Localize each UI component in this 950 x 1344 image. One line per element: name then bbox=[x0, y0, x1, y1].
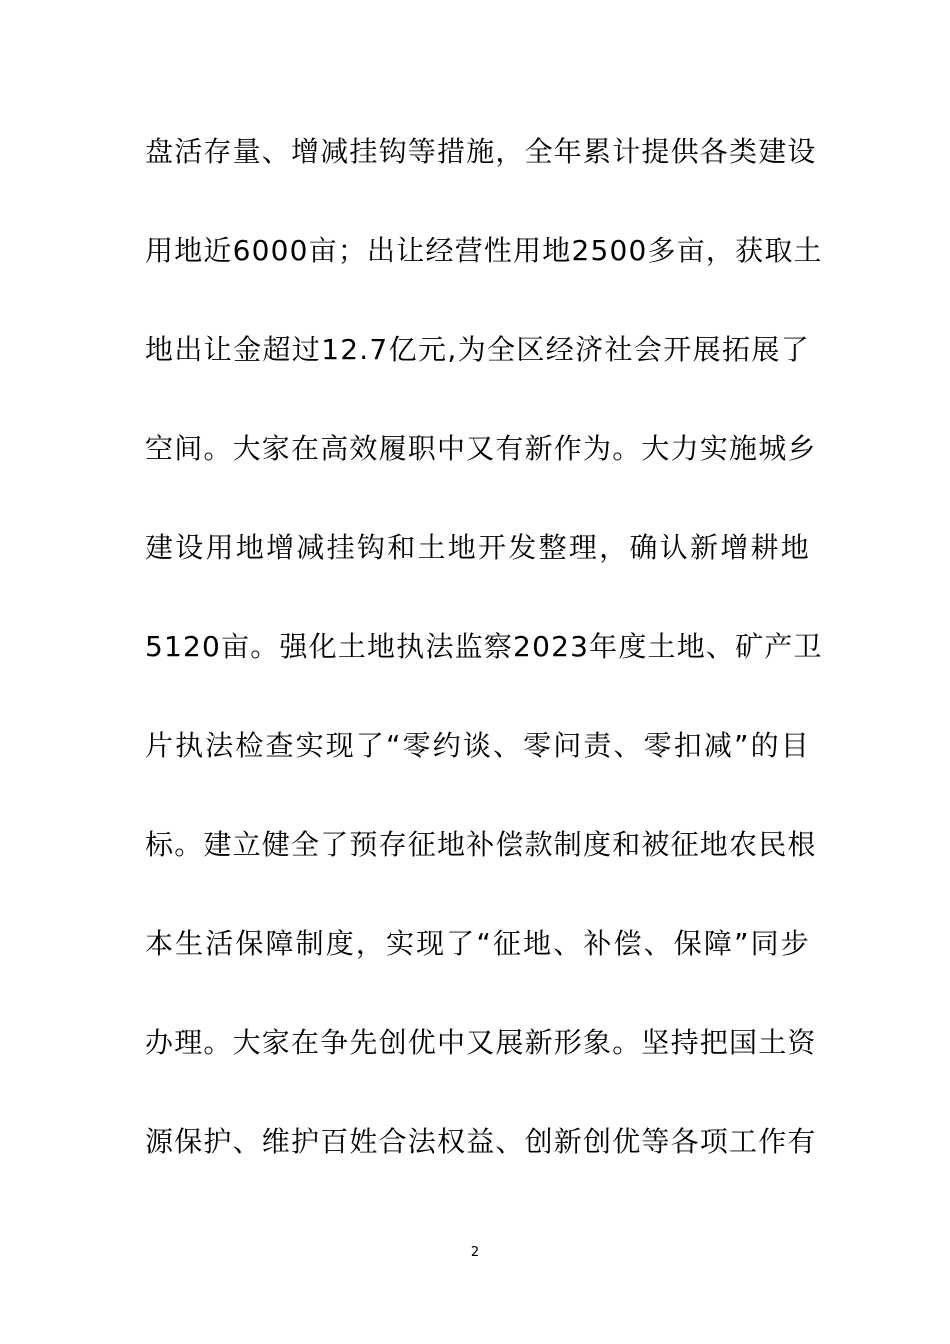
text-line: 盘活存量、增减挂钩等措施，全年累计提供各类建设 bbox=[145, 135, 817, 168]
body-text bbox=[145, 128, 823, 1217]
text-line: 地出让金超过12.7亿元,为全区经济社会开展拓展了 bbox=[145, 333, 810, 366]
text-line: 建设用地增减挂钩和土地开发整理，确认新增耕地 bbox=[145, 531, 810, 564]
text-line: 办理。大家在争先创优中又展新形象。坚持把国土资 bbox=[145, 1026, 817, 1059]
text-line: 标。建立健全了预存征地补偿款制度和被征地农民根 bbox=[145, 828, 817, 861]
text-line: 片执法检查实现了“零约谈、零问责、零扣减”的目 bbox=[145, 729, 810, 762]
text-line: 源保护、维护百姓合法权益、创新创优等各项工作有 bbox=[145, 1125, 817, 1158]
page-number: 2 bbox=[470, 1245, 480, 1260]
text-line: 5120亩。强化土地执法监察2023年度土地、矿产卫 bbox=[145, 630, 823, 663]
text-line: 空间。大家在高效履职中又有新作为。大力实施城乡 bbox=[145, 432, 817, 465]
text-line: 用地近6000亩；出让经营性用地2500多亩，获取土 bbox=[145, 234, 823, 267]
text-line: 本生活保障制度，实现了“征地、补偿、保障”同步 bbox=[145, 927, 810, 960]
